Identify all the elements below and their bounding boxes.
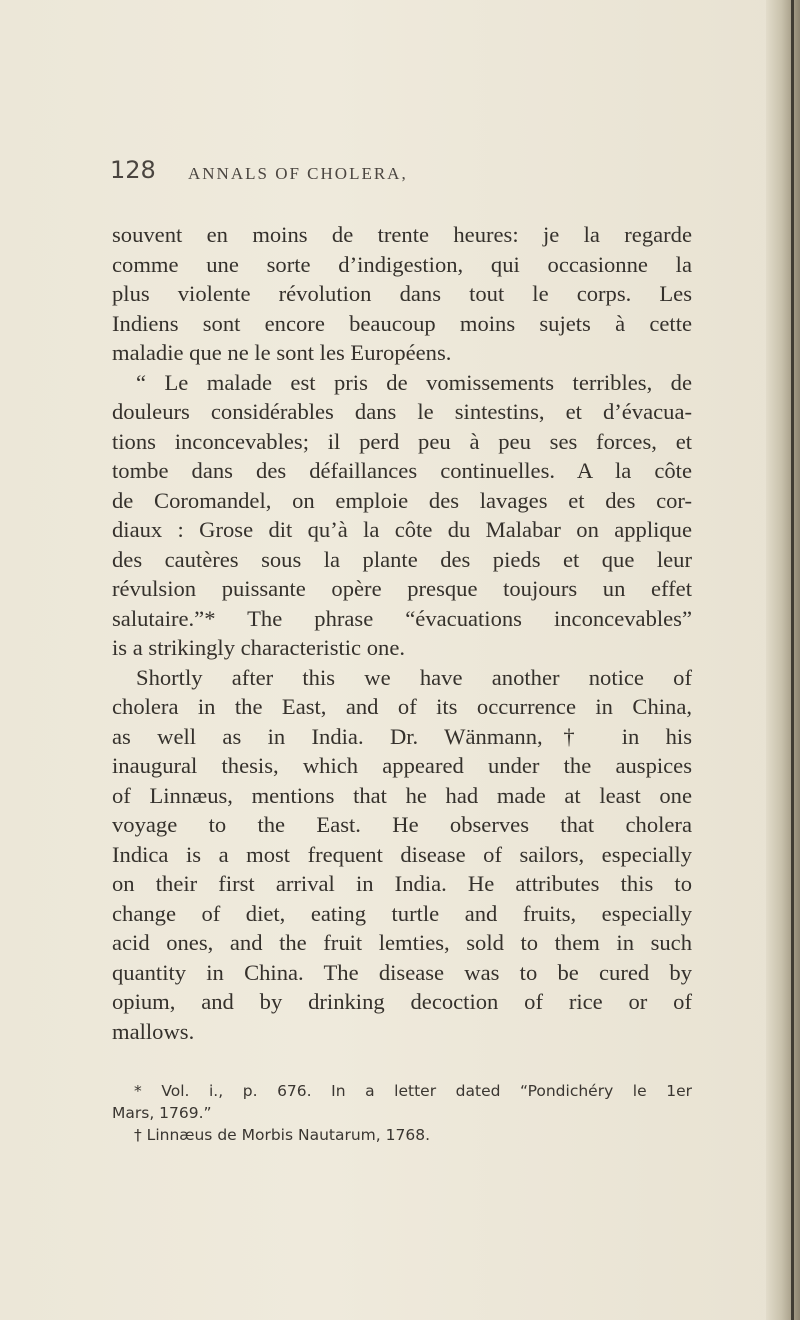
page-gutter-shadow — [766, 0, 800, 1320]
text-line: as well as in India. Dr. Wänmann,† in his — [112, 723, 692, 749]
text-line: salutaire.”* The phrase “évacuations inconcevables” — [112, 605, 692, 631]
text-line: acid ones, and the fruit lemties, sold to them in such — [112, 930, 692, 955]
text-line: mallows. — [112, 1018, 195, 1044]
body-text — [112, 220, 692, 1046]
text-line: Indiens sont encore beaucoup moins sujets à cette — [112, 310, 692, 336]
text-line: de Coromandel, on emploie des lavages et des cor- — [112, 487, 692, 513]
page-number: 128 — [110, 156, 156, 184]
text-line: Shortly after this we have another notice of — [136, 664, 692, 690]
text-line: of Linnæus, mentions that he had made at least one — [112, 782, 692, 808]
text-line: voyage to the East. He observes that cholera — [112, 812, 692, 837]
running-head — [110, 150, 710, 190]
text-line: douleurs considérables dans le sintestins, et d’évacua- — [112, 399, 692, 424]
text-line: is a strikingly characteristic one. — [112, 635, 405, 660]
footnotes — [112, 1080, 692, 1146]
text-line: révulsion puissante opère presque toujours un effet — [112, 576, 692, 601]
text-line: cholera in the East, and of its occurrence in China, — [112, 694, 692, 719]
text-line: des cautères sous la plante des pieds et que leur — [112, 546, 692, 572]
text-line: change of diet, eating turtle and fruits, especially — [112, 900, 692, 926]
text-line: tombe dans des défaillances continuelles. A la côte — [112, 458, 692, 483]
text-line: comme une sorte d’indigestion, qui occasionne la — [112, 251, 692, 277]
text-line: opium, and by drinking decoction of rice or of — [112, 989, 692, 1014]
page-edge-line — [791, 0, 794, 1320]
text-line: “ Le malade est pris de vomissements terribles, de — [136, 369, 692, 395]
text-line: Indica is a most frequent disease of sailors, especially — [112, 841, 692, 867]
footnote-1: * Vol. i., p. 676. In a letter dated “Pondichéry le 1er — [134, 1082, 692, 1100]
text-line: plus violente révolution dans tout le corps. Les — [112, 281, 692, 306]
footnote-1-continued: Mars, 1769.” — [112, 1104, 212, 1122]
text-line: maladie que ne le sont les Européens. — [112, 340, 452, 365]
footnote-2: † Linnæus de Morbis Nautarum, 1768. — [134, 1126, 431, 1144]
text-line: diaux : Grose dit qu’à la côte du Malabar on applique — [112, 517, 692, 542]
running-title: ANNALS OF CHOLERA, — [188, 164, 408, 183]
text-line: inaugural thesis, which appeared under the auspices — [112, 753, 692, 778]
text-line: on their first arrival in India. He attributes this to — [112, 871, 692, 896]
text-line: quantity in China. The disease was to be cured by — [112, 959, 692, 985]
text-line: souvent en moins de trente heures: je la regarde — [112, 222, 692, 247]
text-line: tions inconcevables; il perd peu à peu ses forces, et — [112, 428, 692, 454]
